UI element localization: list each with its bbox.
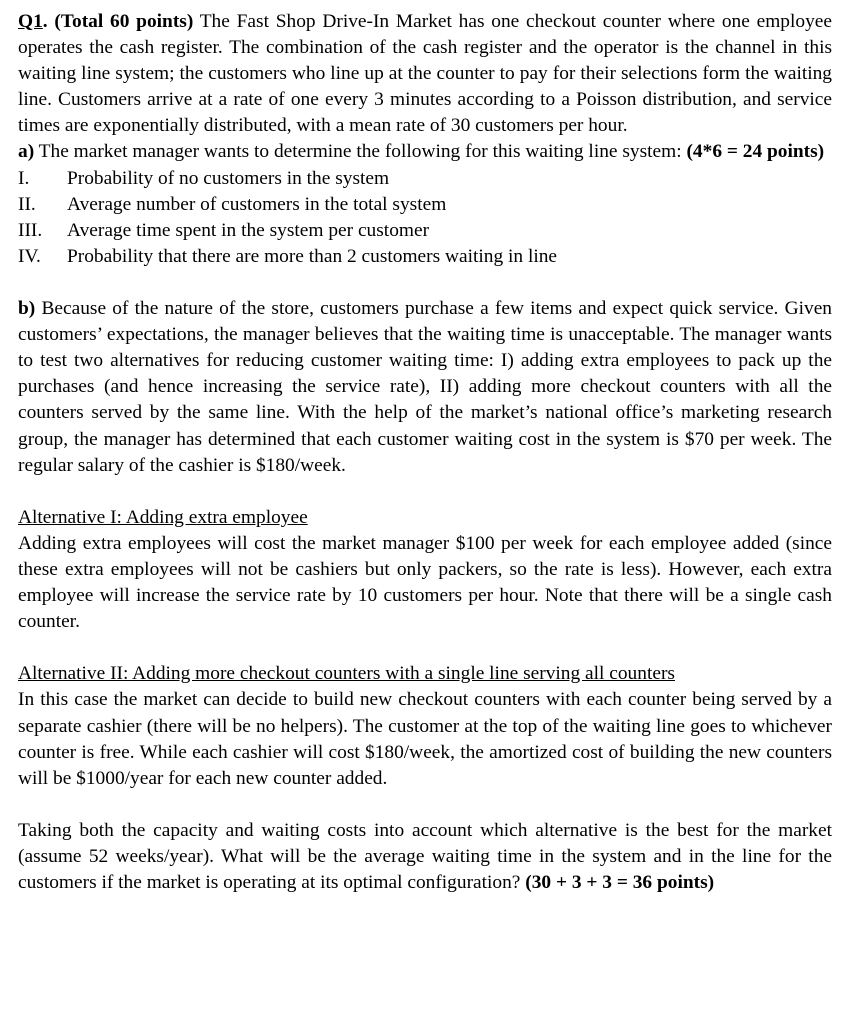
part-a [18,139,832,165]
question-intro [18,9,832,139]
list-item [18,244,832,270]
list-number: II. [18,193,36,215]
final-question [18,818,832,896]
spacer [18,270,832,296]
part-b [18,296,832,479]
spacer [18,792,832,818]
alt1-heading: Alternative I: Adding extra employee [18,506,308,528]
question-points: . (Total 60 points) [42,11,194,32]
alt2-text: In this case the market can decide to build new checkout counters with each counter being served by a separate cashier (there will be no helpers). The customer at the top of the waiting line goes to whichever counter is free. While each cashier will cost $180/week, the amortized cost of building the new counters will be $1000/year for each new counter added. [18,689,832,789]
alt2-heading: Alternative II: Adding more checkout counters with a single line serving all counters [18,663,675,685]
alt1-text: Adding extra employees will cost the market manager $100 per week for each employee added (since these extra employees will not be cashiers but only packers, so the rate is less). However, each extra employee will increase the service rate by 10 customers per hour. Note that there will be a single cash counter. [18,532,832,633]
part-a-list [18,166,832,270]
spacer [18,479,832,505]
part-a-points: (4*6 = 24 points) [686,141,825,163]
list-text: Average time spent in the system per customer [67,219,430,241]
list-item [18,218,832,244]
final-points: (30 + 3 + 3 = 36 points) [525,872,715,894]
list-number: I. [18,167,30,189]
list-text: Average number of customers in the total system [67,193,447,215]
intro-text: The Fast Shop Drive-In Market has one checkout counter where one employee operates the cash register. The combination of the cash register and the operator is the channel in this waiting line system; the customers who line up at the counter to pay for their selections form the waiting line. Customers arrive at a rate of one every 3 minutes according to a Poisson distribution, and service times are exponentially distributed, with a mean rate of 30 customers per hour. [18,11,832,137]
part-b-text: Because of the nature of the store, customers purchase a few items and expect quick service. Given customers’ expectations, the manager believes that the waiting time is unacceptable. The manager wants to test two alternatives for reducing customer waiting time: I) adding extra employees to pack up the purchases (and hence increasing the service rate), II) adding more checkout counters with all the counters served by the same line. With the help of the market’s national office’s marketing research group, the manager has determined that each customer waiting cost in the system is $70 per week. The regular salary of the cashier is $180/week. [18,298,832,476]
list-number: III. [18,219,43,241]
list-text: Probability of no customers in the system [67,167,390,189]
list-item [18,166,832,192]
question-label: Q1 [18,11,43,32]
part-a-text: The market manager wants to determine the following for this waiting line system: [34,141,687,163]
list-number: IV. [18,245,41,267]
final-text: Taking both the capacity and waiting costs into account which alternative is the best for the market (assume 52 weeks/year). What will be the average waiting time in the system and in the line for the customers if the market is operating at its optimal configuration? [18,819,832,894]
spacer [18,635,832,661]
part-a-label: a) [18,141,35,163]
part-b-label: b) [18,298,36,320]
list-item [18,192,832,218]
list-text: Probability that there are more than 2 customers waiting in line [67,245,558,267]
